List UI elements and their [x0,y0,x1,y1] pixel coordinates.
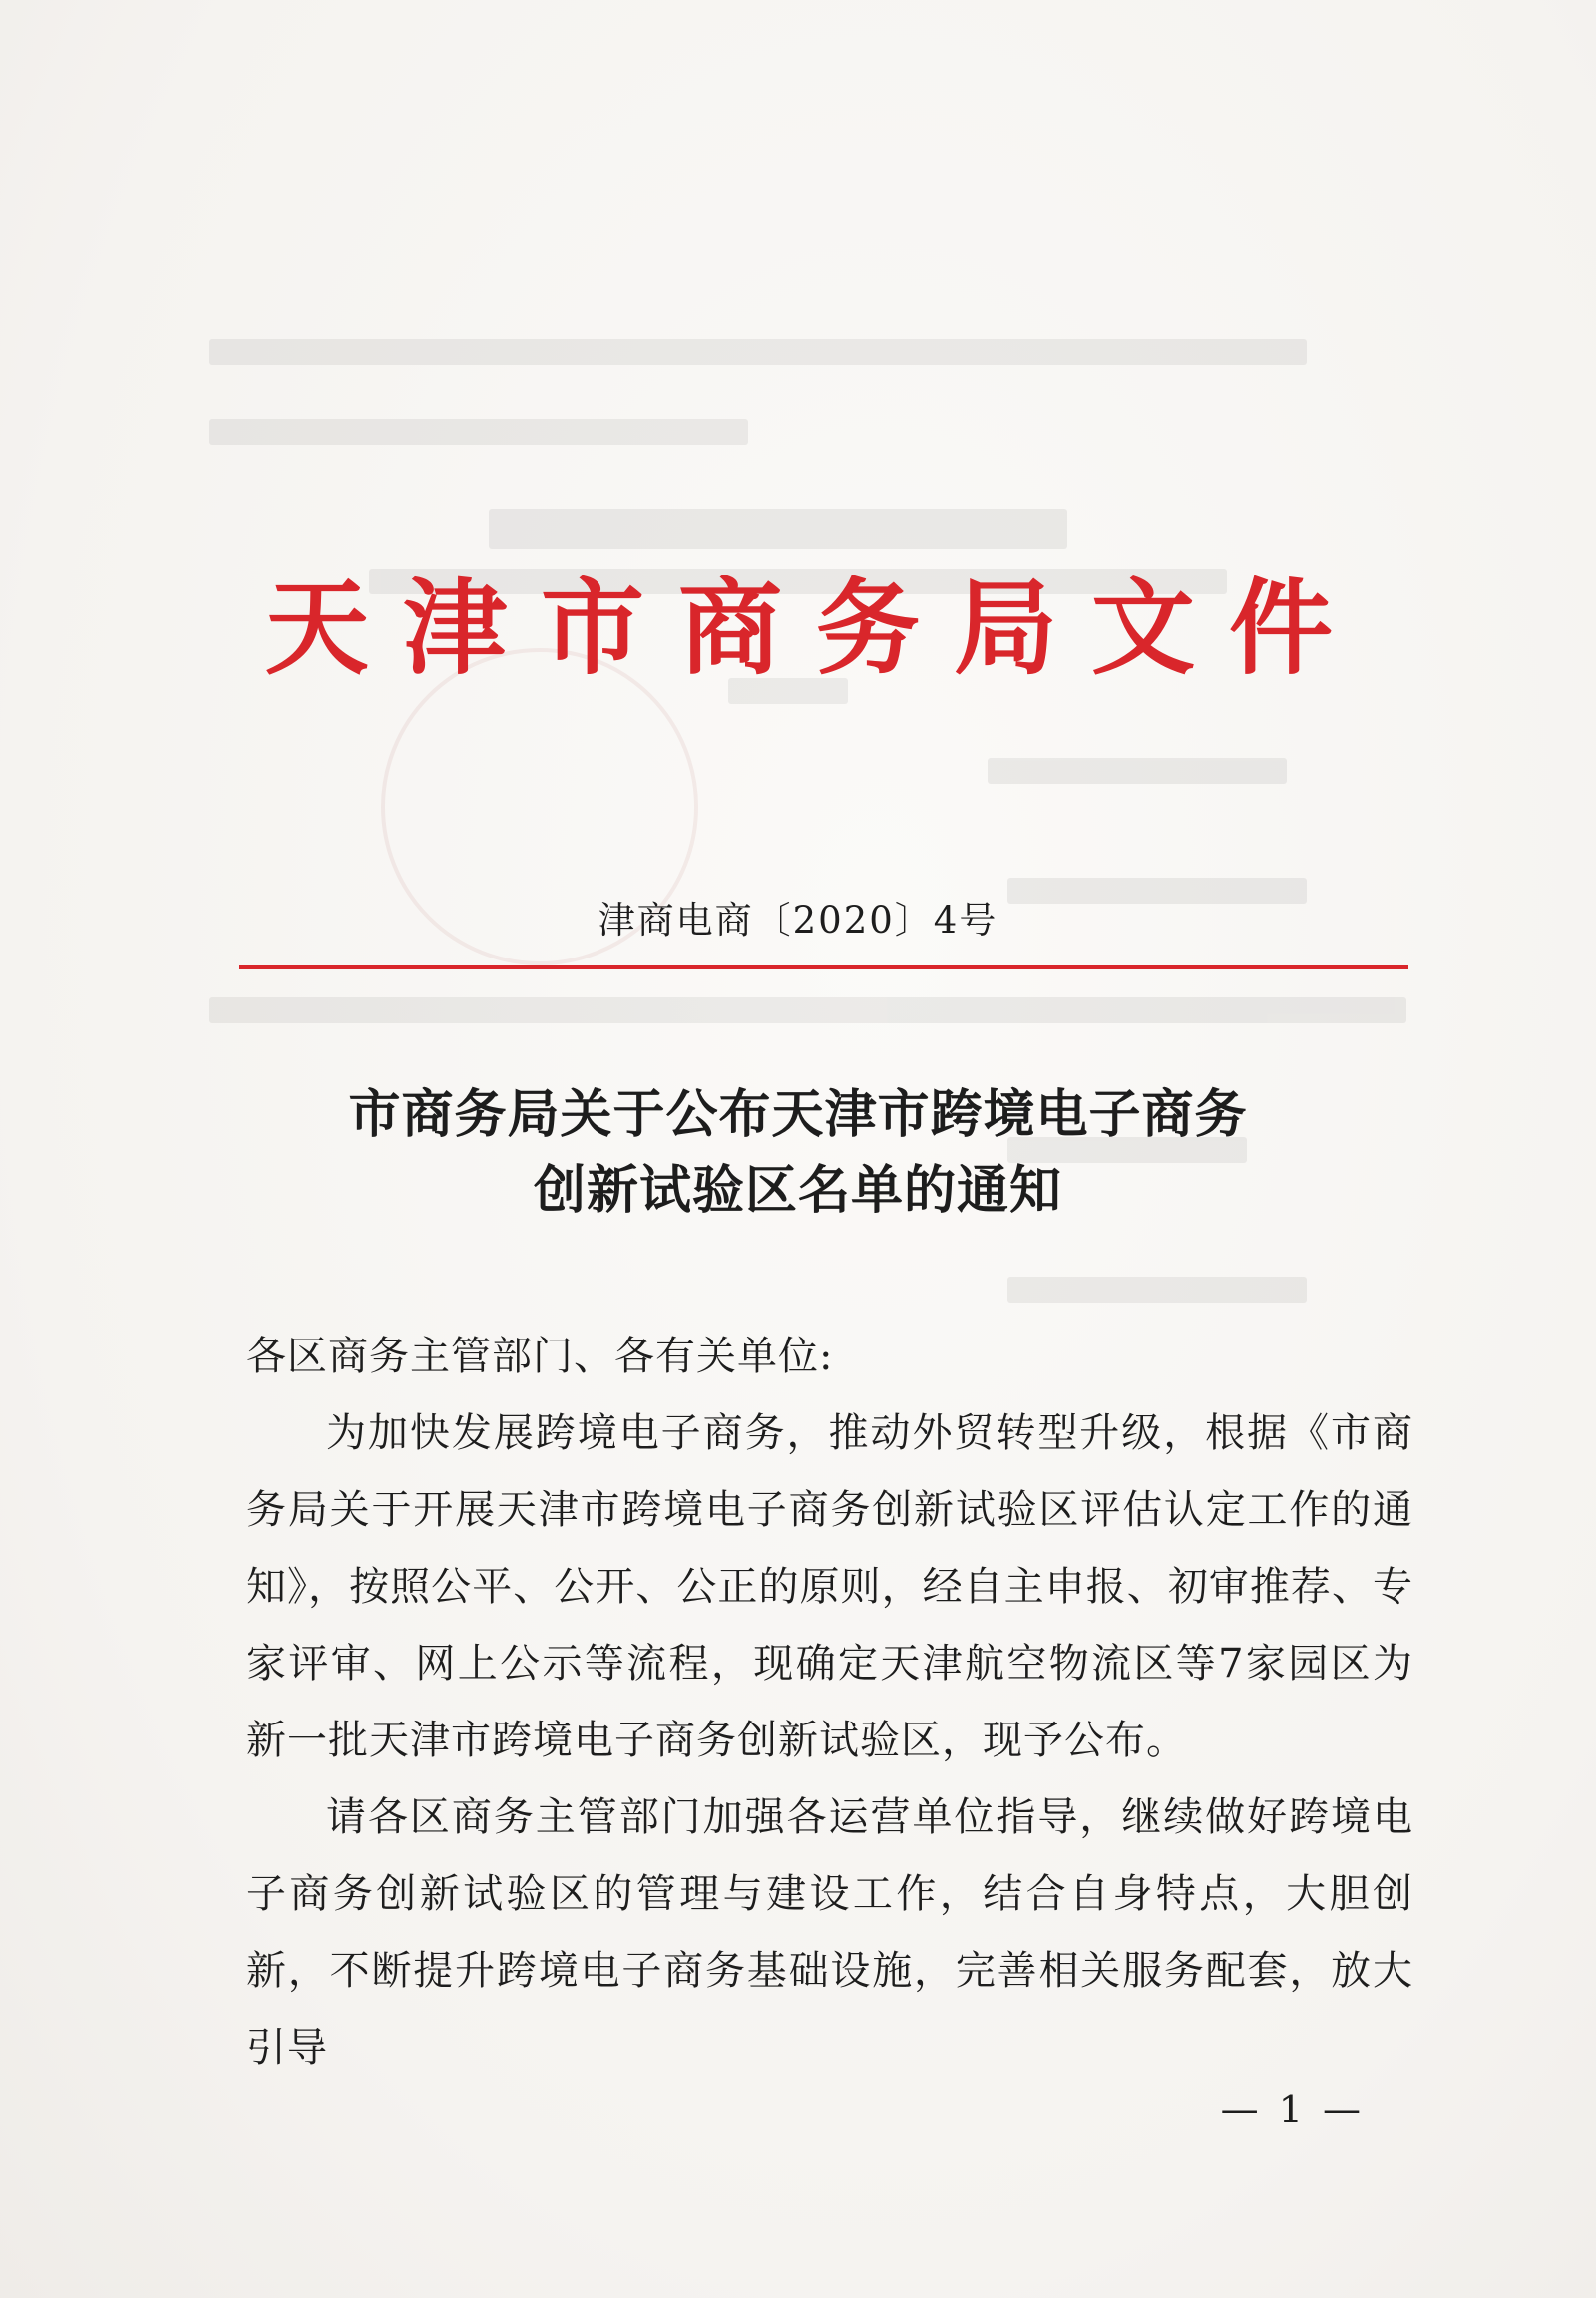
bleed-through-texture [190,319,1406,1416]
body-paragraph-1: 为加快发展跨境电子商务，推动外贸转型升级，根据《市商务局关于开展天津市跨境电子商务创新试验区评估认定工作的通知》，按照公平、公开、公正的原则，经自主申报、初审推荐、专家评审、网上公示等流程，现确定天津航空物流区等7家园区为新一批天津市跨境电子商务创新试验区，现予公布。 [246,1410,1413,1763]
page-number: — 1 — [1220,2088,1365,2131]
red-divider-line [239,965,1408,969]
body-paragraph-2: 请各区商务主管部门加强各运营单位指导，继续做好跨境电子商务创新试验区的管理与建设工作，结合自身特点，大胆创新，不断提升跨境电子商务基础设施，完善相关服务配套，放大引导 [246,1794,1413,2071]
issuer-header-title: 天津市商务局文件 [264,568,1367,689]
salutation: 各区商务主管部门、各有关单位: [246,1334,834,1379]
document-body [246,1319,1413,2087]
document-title-line2: 创新试验区名单的通知 [533,1160,1062,1221]
document-title-line1: 市商务局关于公布天津市跨境电子商务 [348,1084,1248,1145]
document-number: 津商电商〔2020〕4号 [598,899,998,942]
document-title [0,1077,1596,1229]
